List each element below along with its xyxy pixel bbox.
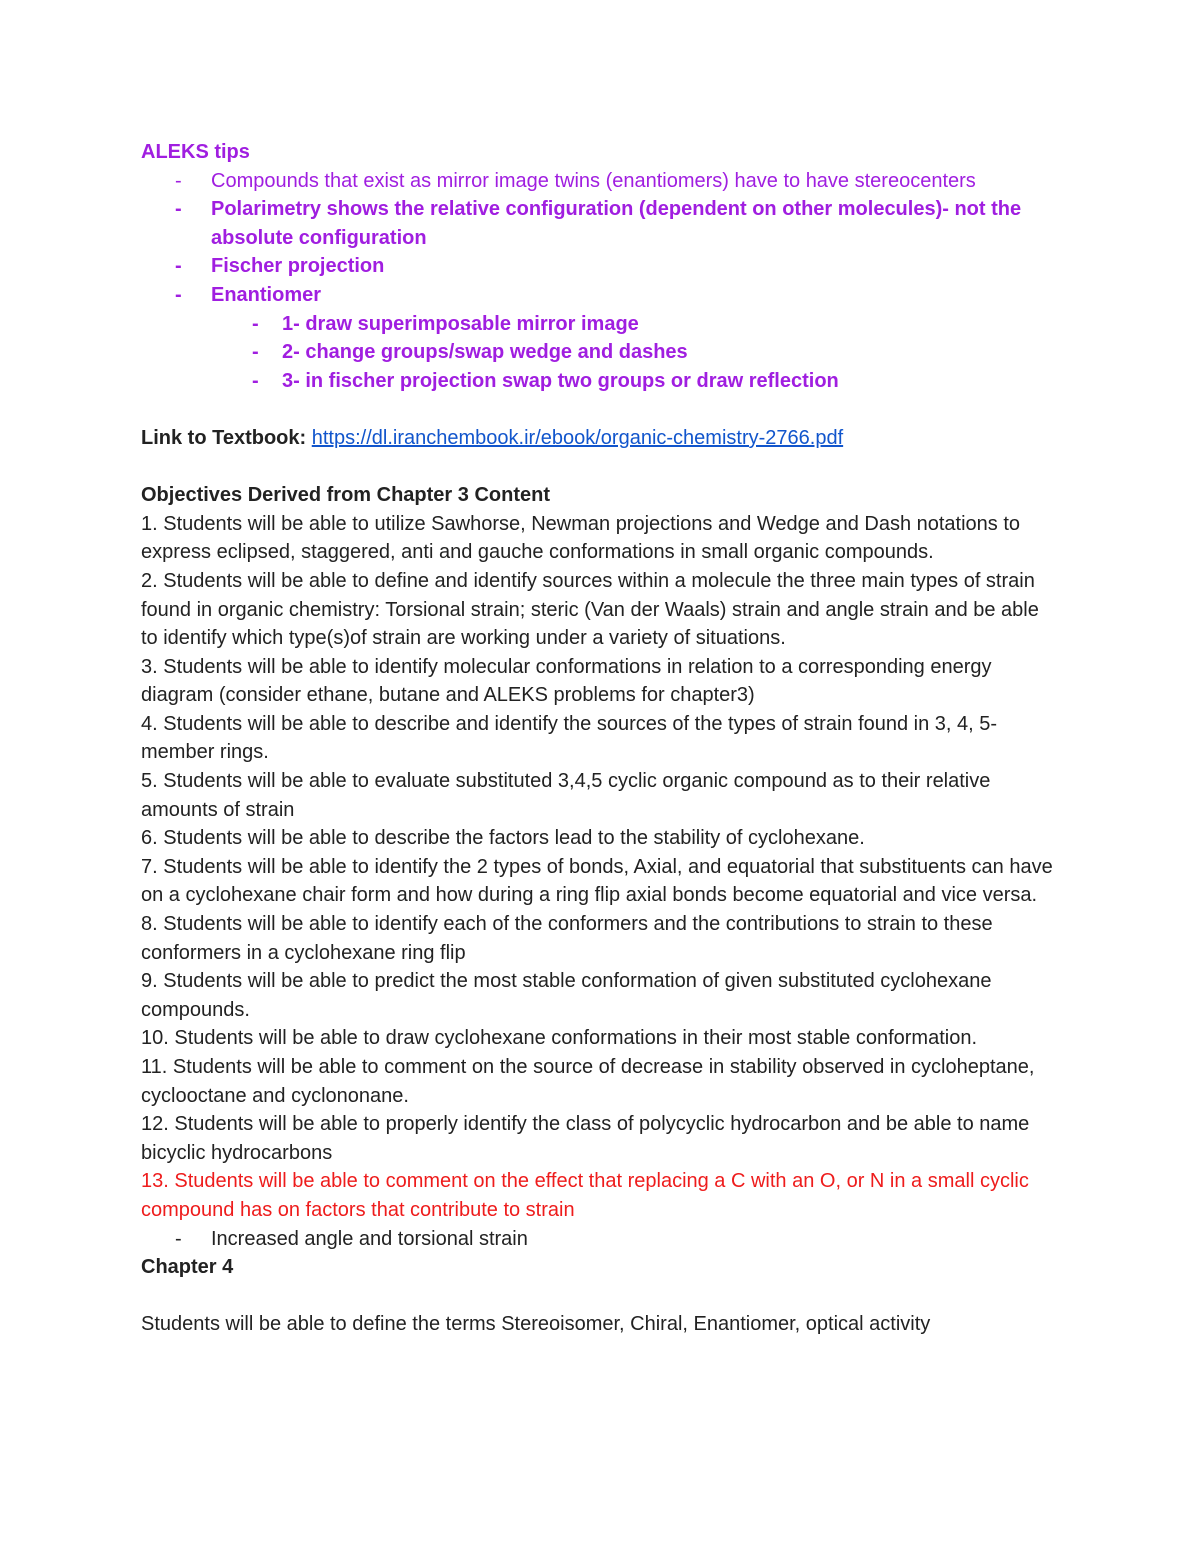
spacer: [141, 453, 1061, 482]
objective-item: 8. Students will be able to identify each of the conformers and the contributions to strain to these conformers in a cyclohexane ring flip: [141, 913, 993, 964]
bullet-dash: -: [175, 198, 182, 221]
objective-item: 6. Students will be able to describe the factors lead to the stability of cyclohexane.: [141, 827, 865, 850]
bullet-dash: -: [175, 169, 182, 192]
objective-item: 12. Students will be able to properly identify the class of polycyclic hydrocarbon and be able to name bicyclic hydrocarbons: [141, 1113, 1030, 1164]
aleks-tip-text: Enantiomer: [211, 283, 322, 306]
objective-item: 4. Students will be able to describe and identify the sources of the types of strain found in 3, 4, 5-member rings.: [141, 712, 998, 764]
textbook-line: [141, 424, 1061, 453]
objective-item-highlighted: 13. Students will be able to comment on the effect that replacing a C with an O, or N in a small cyclic compound has on factors that contribute to strain: [141, 1170, 1029, 1221]
objective-subitem-text: Increased angle and torsional strain: [211, 1227, 528, 1250]
aleks-heading: ALEKS tips: [141, 141, 250, 163]
spacer: [141, 1282, 1061, 1311]
bullet-dash: -: [252, 341, 259, 364]
aleks-subtip-3: [141, 367, 1061, 396]
aleks-subtip-text: 1- draw superimposable mirror image: [282, 312, 639, 335]
document-content: [141, 138, 1061, 1339]
chapter4-text: Students will be able to define the terms Stereoisomer, Chiral, Enantiomer, optical activity: [141, 1313, 931, 1336]
aleks-subtip-text: 2- change groups/swap wedge and dashes: [282, 341, 688, 364]
aleks-tip-1: [141, 167, 1061, 196]
spacer: [141, 395, 1061, 424]
objective-item: 9. Students will be able to predict the most stable conformation of given substituted cyclohexane compounds.: [141, 970, 992, 1021]
chapter4-heading: Chapter 4: [141, 1256, 234, 1279]
objective-subitem: [141, 1225, 1061, 1254]
aleks-tip-text: Polarimetry shows the relative configuration (dependent on other molecules)- not the absolute configuration: [211, 198, 1022, 249]
bullet-dash: -: [175, 283, 182, 306]
aleks-subtip-2: [141, 338, 1061, 367]
objective-item: 11. Students will be able to comment on the source of decrease in stability observed in cycloheptane, cyclooctane and cyclononane.: [141, 1056, 1035, 1107]
bullet-dash: -: [252, 369, 259, 392]
objectives-heading: Objectives Derived from Chapter 3 Content: [141, 484, 550, 507]
objective-item: 5. Students will be able to evaluate substituted 3,4,5 cyclic organic compound as to their relative amounts of strain: [141, 770, 991, 821]
objective-item: 1. Students will be able to utilize Sawhorse, Newman projections and Wedge and Dash notations to express eclipsed, staggered, anti and gauche conformations in small organic compounds.: [141, 512, 1021, 564]
aleks-tip-3: [141, 252, 1061, 281]
objective-item: 7. Students will be able to identify the 2 types of bonds, Axial, and equatorial that substituents can have on a cyclohexane chair form and how during a ring flip axial bonds become equatorial and vice versa.: [141, 855, 1053, 907]
aleks-tip-4: [141, 281, 1061, 310]
bullet-dash: -: [252, 312, 259, 335]
bullet-dash: -: [175, 255, 182, 278]
objective-item: 10. Students will be able to draw cyclohexane conformations in their most stable conformation.: [141, 1027, 977, 1050]
textbook-label: Link to Textbook:: [141, 426, 307, 449]
aleks-subtip-1: [141, 310, 1061, 339]
objective-item: 3. Students will be able to identify molecular conformations in relation to a corresponding energy diagram (consider ethane, butane and ALEKS problems for chapter3): [141, 655, 992, 707]
aleks-subtip-text: 3- in fischer projection swap two groups or draw reflection: [282, 369, 839, 392]
bullet-dash: -: [175, 1227, 182, 1250]
aleks-tip-text: Fischer projection: [211, 255, 385, 278]
aleks-tip-text: Compounds that exist as mirror image twins (enantiomers) have to have stereocenters: [211, 169, 976, 192]
objective-item: 2. Students will be able to define and identify sources within a molecule the three main types of strain found in organic chemistry: Torsional strain; steric (Van der Waals) strain and angle strain and be able to identify which type(s)of strain are working under a variety of situations.: [141, 569, 1039, 650]
textbook-link[interactable]: https://dl.iranchembook.ir/ebook/organic-chemistry-2766.pdf: [311, 426, 844, 449]
aleks-tip-2: [141, 195, 1061, 252]
